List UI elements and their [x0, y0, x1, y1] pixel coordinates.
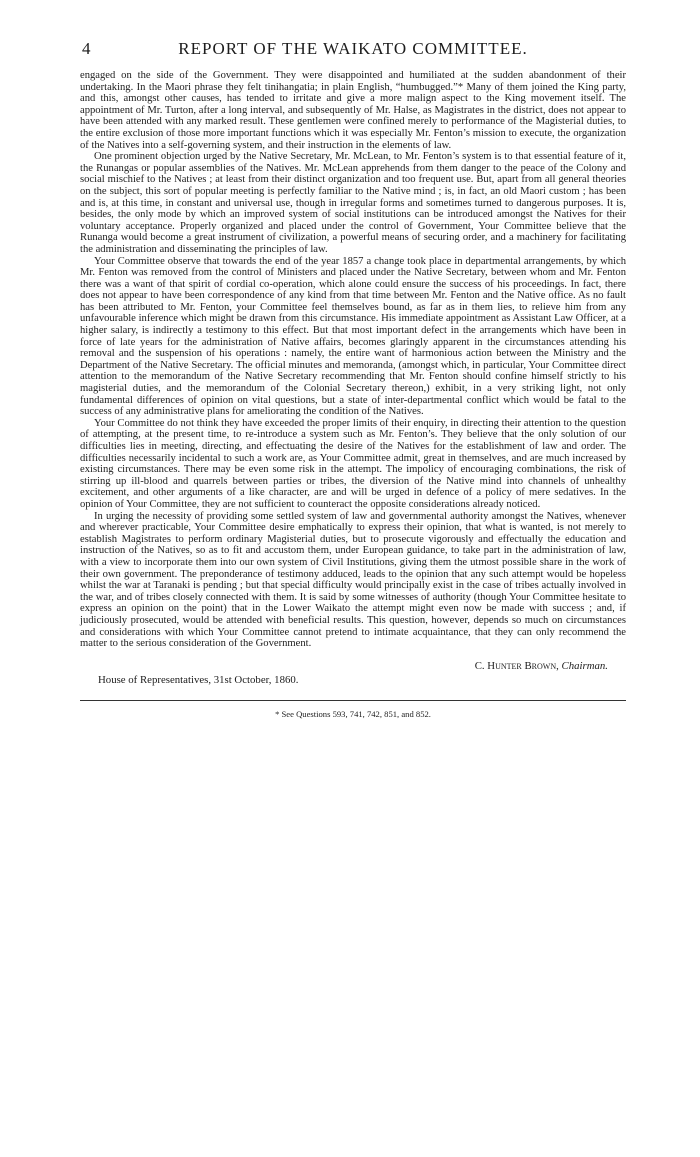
body-paragraph-5: In urging the necessity of providing some settled system of law and governmental authority amongst the Natives, whenever and wherever practicable, Your Committee desire emphatically to express their opinion, that what is wanted, is not merely to establish Magistrates to perform ordinary Magisterial duties, but to prosecute vigorously and effectually the education and instruction of the Natives, so as to fit and accustom them, under European guidance, to take part in the administration of law, with a view to incorporate them into our own system of Civil Institutions, giving them the utmost possible share in the work of their own government. The preponderance of testimony adduced, leads to the opinion that any such attempt would be hopeless whilst the war at Taranaki is pending ; but that special difficulty would principally exist in the case of tribes actually involved in the war, and of tribes closely connected with them. It is said by some witnesses of authority (though Your Committee hesitate to express an opinion on the point) that in the Lower Waikato the attempt might even now be made with success ; and, if judiciously prosecuted, would be attended with beneficial results. This question, however, depends so much on circumstances and considerations with which Your Committee cannot pretend to intimate acquaintance, that they can only recommend the matter to the serious consideration of the Government.: [80, 510, 626, 650]
running-title: REPORT OF THE WAIKATO COMMITTEE.: [178, 39, 528, 58]
document-page: [80, 38, 626, 719]
signatory-role: Chairman.: [561, 659, 608, 672]
page-number: 4: [82, 39, 91, 58]
place-and-date: House of Representatives, 31st October, 1860.: [98, 673, 299, 686]
footnote-divider: [80, 700, 626, 701]
body-paragraph-3: Your Committee observe that towards the end of the year 1857 a change took place in departmental arrangements, by which Mr. Fenton was removed from the control of Ministers and placed under the Native Secretary, between whom and Mr. Fenton there was a want of that spirit of cordial co-operation, which alone could ensure the success of his proceedings. In fact, there does not appear to have been correspondence of any kind from that time between Mr. Fenton and the Native office. As no fault has been attributed to Mr. Fenton, your Committee feel themselves bound, as far as in them lies, to relieve him from any unfavourable inference which might be drawn from this circumstance. His immediate appointment as Assistant Law Officer, at a higher salary, is indirectly a testimony to this effect. But that most important defect in the arrangements which have been in force of late years for the administration of Native affairs, becomes glaringly apparent in the circumstances attending his removal and the suspension of his operations : namely, the entire want of harmonious action between the Ministry and the Department of the Native Secretary. The official minutes and memoranda, (amongst which, in particular, Your Committee direct attention to the memorandum of the Native Secretary recommending that Mr. Fenton should confine himself strictly to his magisterial duties, and the memorandum of the Colonial Secretary thereon,) exhibit, in a very striking light, not only fundamental differences of opinion on vital questions, but a state of inter-departmental conflict which would be fatal to the success of any administrative plans for ameliorating the condition of the Natives.: [80, 255, 626, 418]
footnote: * See Questions 593, 741, 742, 851, and 852.: [275, 708, 431, 719]
report-body: [80, 70, 626, 650]
signatory-name: C. Hunter Brown,: [474, 659, 559, 672]
body-paragraph-4: Your Committee do not think they have exceeded the proper limits of their enquiry, in directing their attention to the question of attempting, at the present time, to re-introduce a system such as Mr. Fenton’s. They believe that the only solution of our difficulties lies in meeting, directing, and effectuating the desire of the Natives for the establishment of law and order. The difficulties necessarily incidental to such a work are, as Your Committee admit, great in themselves, and are much increased by existing circumstances. There may be even some risk in the attempt. The impolicy of encouraging combinations, the risk of stirring up ill-blood and quarrels between parties or tribes, the diversion of the Native mind into channels of unhealthy excitement, and other arguments of a like character, are and will be urged in defence of a policy of mere sedatives. In the opinion of Your Committee, they are not sufficient to counteract the opposite considerations already noticed.: [80, 417, 626, 510]
signature-block: [80, 660, 626, 684]
page-header: [80, 38, 626, 64]
body-paragraph-1: engaged on the side of the Government. They were disappointed and humiliated at the sudden abandonment of their undertaking. In the Maori phrase they felt tinihangatia; in plain English, “humbugged.”* Many of them joined the King party, and this, amongst other causes, has tended to irritate and give a more malign aspect to the King movement itself. The appointment of Mr. Turton, after a long interval, and subsequently of Mr. Halse, as Magistrates in the district, does not appear to have been attended with any marked result. These gentlemen were confined merely to performance of the Magisterial duties, to the entire exclusion of those more important functions which it was especially Mr. Fenton’s mission to execute, the organization of the Natives into a self-governing system, and their instruction in the elements of law.: [80, 70, 626, 151]
body-paragraph-2: One prominent objection urged by the Native Secretary, Mr. McLean, to Mr. Fenton’s system is to that essential feature of it, the Runangas or popular assemblies of the Natives. Mr. McLean apprehends from them danger to the peace of the Colony and social mischief to the Natives ; at least from their distinct organization and too frequent use. But, apart from all general theories on the subject, this sort of popular meeting is perfectly familiar to the Native mind ; is, in fact, an old Maori custom ; has been and is, at this time, in constant and universal use, though in irregular forms and sometimes turned to dangerous purposes. It is, besides, the only mode by which an improved system of social institutions can be introduced amongst the Natives for their voluntary acceptance. Properly organized and placed under the control of Government, Your Committee believe that the Runanga would become a great instrument of civilization, a powerful means of securing order, and a machinery for facilitating the administration and disseminating the principles of law.: [80, 151, 626, 255]
chairman-signature: [475, 660, 608, 672]
